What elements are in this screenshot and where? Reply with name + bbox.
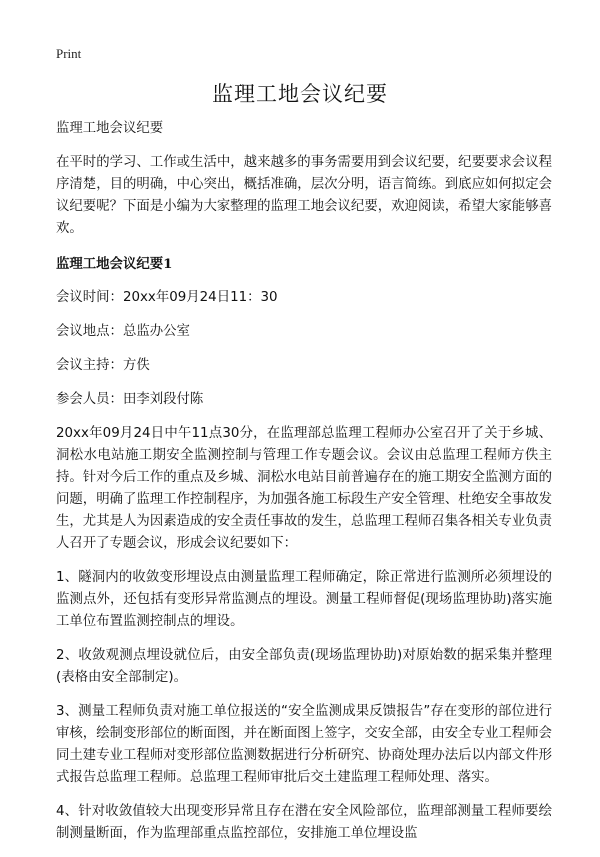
page-title: 监理工地会议纪要 (212, 82, 388, 106)
meeting-time: 会议时间：20xx年09月24日11：30 (56, 290, 278, 305)
summary-paragraph: 20xx年09月24日中午11点30分，在监理部总监理工程师办公室召开了关于乡城、洞松水电站施工期安全监测控制与管理工作专题会议。会议由总监理工程师方佚主持。针对今后工作的重点及乡城、洞松水电站目前普遍存在的施工期安全监测方面的问题，明确了监理工作控制程序，为加强各施工标段生产安全管理、杜绝安全事故发生，尤其是人为因素造成的安全责任事故的发生，总监理工程师召集各相关专业负责人召开了专题会议，形成会议纪要如下： (56, 426, 552, 551)
meeting-host: 会议主持：方佚 (56, 358, 150, 373)
intro-paragraph: 在平时的学习、工作或生活中，越来越多的事务需要用到会议纪要，纪要要求会议程序清楚，目的明确，中心突出，概括准确，层次分明，语言简练。到底应如何拟定会议纪要呢？下面是小编为大家整理的监理工地会议纪要，欢迎阅读，希望大家能够喜欢。 (56, 155, 552, 236)
meeting-place: 会议地点：总监办公室 (56, 324, 190, 339)
document-subtitle: 监理工地会议纪要 (56, 121, 164, 136)
print-label: Print (56, 46, 82, 61)
list-item: 3、测量工程师负责对施工单位报送的“安全监测成果反馈报告”存在变形的部位进行审核，绘制变形部位的断面图，并在断面图上签字，交安全部，由安全专业工程师会同土建专业工程师对变形部位监测数据进行分析研究、协商处理办法后以内部文件形式报告总监理工程师。总监理工程师审批后交土建监理工程师处理、落实。 (56, 704, 552, 785)
document-body (56, 118, 552, 857)
list-item: 2、收敛观测点埋设就位后，由安全部负责(现场监理协助)对原始数的据采集并整理(表格由安全部制定)。 (56, 648, 552, 685)
meeting-attendees: 参会人员：田李刘段付陈 (56, 392, 204, 407)
section-heading: 监理工地会议纪要1 (56, 256, 173, 272)
list-item: 1、隧洞内的收敛变形埋设点由测量监理工程师确定，除正常进行监测所必须埋设的监测点外，还包括有变形异常监测点的埋设。测量工程师督促(现场监理协助)落实施工单位布置监测控制点的埋设。 (56, 570, 552, 629)
list-item: 4、针对收敛值较大出现变形异常且存在潜在安全风险部位，监理部测量工程师要绘制测量断面，作为监理部重点监控部位，安排施工单位埋设监 (56, 804, 552, 841)
